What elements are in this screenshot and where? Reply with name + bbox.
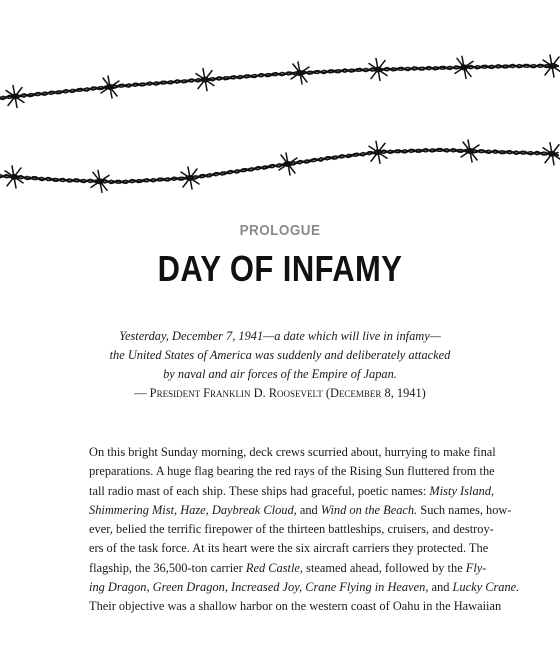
italic-text: Lucky Crane.: [452, 580, 520, 595]
italic-text: Misty Island,: [429, 483, 495, 498]
body-text-run: flagship, the 36,500-ton carrier: [89, 560, 246, 575]
body-line: [89, 578, 520, 597]
body-text-run: ever, belied the terrific firepower of the thirteen battleships, cruisers, and destroy-: [89, 522, 494, 537]
body-paragraph: [89, 443, 520, 617]
italic-text: Wind on the Beach.: [320, 502, 418, 517]
epigraph-attribution: — President Franklin D. Roosevelt (December 8, 1941): [134, 386, 426, 400]
body-line: [89, 501, 512, 520]
italic-text: Fly-: [465, 560, 487, 575]
body-text-run: and: [296, 502, 321, 517]
body-text-run: ers of the task force. At its heart were the six aircraft carriers they protected. The: [89, 541, 489, 556]
body-text-run: preparations. A huge flag bearing the red rays of the Rising Sun fluttered from the: [89, 464, 495, 479]
chapter-kicker: PROLOGUE: [239, 222, 321, 239]
italic-text: Shimmering Mist, Haze, Daybreak Cloud,: [89, 502, 297, 517]
body-text-run: steamed ahead, followed by the: [303, 560, 466, 575]
epigraph: [90, 327, 470, 403]
barbed-wire-strand-bottom: [0, 140, 560, 192]
body-text-run: On this bright Sunday morning, deck crews scurried about, hurrying to make final: [89, 445, 496, 459]
body-line: [89, 520, 494, 539]
body-line: [89, 443, 496, 462]
body-line: [89, 462, 495, 481]
barbed-wire-strand-top: [0, 55, 560, 108]
body-text-run: and: [428, 580, 453, 595]
epigraph-line: by naval and air forces of the Empire of Japan.: [163, 367, 397, 381]
epigraph-line: the United States of America was suddenly and deliberately attacked: [109, 348, 451, 362]
body-line: [89, 482, 495, 501]
epigraph-line: Yesterday, December 7, 1941—a date which will live in infamy—: [119, 329, 441, 343]
body-line: [89, 597, 502, 616]
italic-text: ing Dragon, Green Dragon, Increased Joy, Crane Flying in Heaven,: [89, 580, 429, 595]
body-text-run: Their objective was a shallow harbor on the western coast of Oahu in the Hawaiian: [89, 599, 502, 614]
body-line: [89, 539, 489, 558]
body-line: [89, 559, 487, 578]
body-text-run: Such names, how-: [417, 502, 512, 517]
italic-text: Red Castle,: [245, 560, 304, 575]
wire-segment: [0, 65, 558, 99]
chapter-title: DAY OF INFAMY: [157, 248, 403, 289]
wire-segment: [0, 149, 558, 183]
wire-segment: [0, 65, 558, 99]
body-text-run: tall radio mast of each ship. These ships had graceful, poetic names:: [89, 483, 430, 498]
barbed-wire-icon: [0, 40, 560, 200]
